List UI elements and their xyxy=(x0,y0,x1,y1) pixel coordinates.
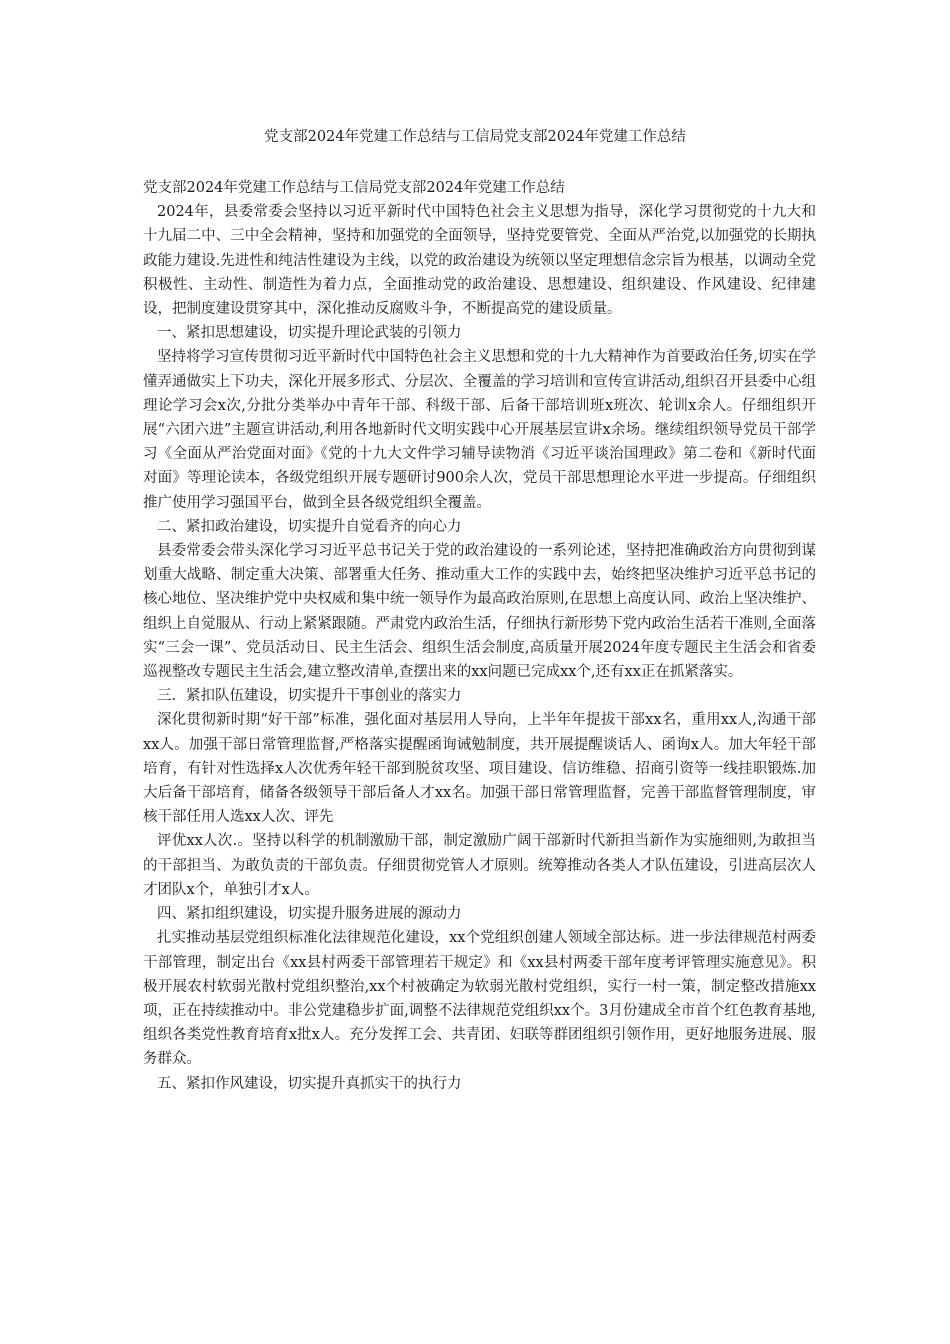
section-heading: 四、紧扣组织建设，切实提升服务进展的源动力 xyxy=(157,906,462,923)
body-paragraph: 评优xx人次.。坚持以科学的机制激励干部，制定激励广阔干部新时代新担当新作为实施细则,为敢担当的干部担当、为敢负责的干部负责。仔细贯彻党管人才原则。统筹推动各类人才队伍建设，引进高层次人才团队x个，单独引才x人。 xyxy=(143,833,816,898)
section-heading: 一、紧扣思想建设，切实提升理论武装的引领力 xyxy=(157,325,462,342)
body-paragraph: 深化贯彻新时期“好干部”标准，强化面对基层用人导向，上半年年提拔干部xx名，重用xx人,沟通干部xx人。加强干部日常管理监督,严格落实提醒函询诫勉制度，共开展提醒谈话人、函询x人。加大年轻干部培育，有针对性选择x人次优秀年轻干部到脱贫攻坚、项目建设、信访维稳、招商引资等一线挂职锻炼.加大后备干部培育，储备各级领导干部后备人才xx名。加强干部日常管理监督，完善干部监督管理制度，审核干部任用人选xx人次、评先 xyxy=(143,712,816,826)
body-paragraph: 扎实推动基层党组织标准化法律规范化建设，xx个党组织创建人领域全部达标。进一步法律规范村两委干部管理，制定出台《xx县村两委干部管理若干规定》和《xx县村两委干部年度考评管理实施意见》。积极开展农村软弱光散村党组织整治,xx个村被确定为软弱光散村党组织，实行一村一策，制定整改措施xx项，正在持续推动中。非公党建稳步扩面,调整不法律规范党组织xx个。3月份建成全市首个红色教育基地,组织各类党性教育培育x批x人。充分发挥工会、共青团、妇联等群团组织引领作用，更好地服务进展、服务群众。 xyxy=(143,930,816,1068)
document-title: 党支部2024年党建工作总结与工信局党支部2024年党建工作总结 xyxy=(264,129,686,145)
body-paragraph: 坚持将学习宣传贯彻习近平新时代中国特色社会主义思想和党的十九大精神作为首要政治任务,切实在学懂弄通做实上下功夫，深化开展多形式、分层次、全覆盖的学习培训和宣传宣讲活动,组织召开县委中心组理论学习会x次,分批分类举办中青年干部、科级干部、后备干部培训班x班次、轮训x余人。仔细组织开展“六团六进”主题宣讲活动,利用各地新时代文明实践中心开展基层宣讲x余场。继续组织领导党员干部学习《全面从严治党面对面》《党的十九大文件学习辅导读物消《习近平谈治国理政》第二卷和《新时代面对面》等理论读本，各级党组织开展专题研讨900余人次，党员干部思想理论水平进一步提高。仔细组织推广使用学习强国平台，做到全县各级党组织全覆盖。 xyxy=(143,349,816,511)
section-heading: 二、紧扣政治建设，切实提升自觉看齐的向心力 xyxy=(157,518,462,535)
body-paragraph: 县委常委会带头深化学习习近平总书记关于党的政治建设的一系列论述，坚持把准确政治方向贯彻到谋划重大战略、制定重大决策、部署重大任务、推动重大工作的实践中去，始终把坚决维护习近平总书记的核心地位、坚决维护党中央权威和集中统一领导作为最高政治原则,在思想上高度认同、政治上坚决维护、组织上自觉服从、行动上紧紧跟随。严肃党内政治生活，仔细执行新形势下党内政治生活若干准则,全面落实“三会一课”、党员活动日、民主生活会、组织生活会制度,高质量开展2024年度专题民主生活会和省委巡视整改专题民主生活会,建立整改清单,查摆出来的xx问题已完成xx个,还有xx正在抓紧落实。 xyxy=(143,543,816,681)
section-heading: 三．紧扣队伍建设，切实提升干事创业的落实力 xyxy=(157,688,462,705)
body-paragraph: 2024年，县委常委会坚持以习近平新时代中国特色社会主义思想为指导，深化学习贯彻党的十九大和十九届二中、三中全会精神，坚持和加强党的全面领导，坚持党要管党、全面从严治党,以加强党的长期执政能力建设.先进性和纯洁性建设为主线，以党的政治建设为统领以坚定理想信念宗旨为根基，以调动全党积极性、主动性、制造性为着力点，全面推动党的政治建设、思想建设、组织建设、作风建设、纪律建设，把制度建设贯穿其中，深化推动反腐败斗争，不断提高党的建设质量。 xyxy=(143,204,816,318)
document-body xyxy=(143,176,816,1096)
body-paragraph: 党支部2024年党建工作总结与工信局党支部2024年党建工作总结 xyxy=(143,180,565,196)
section-heading: 五、紧扣作风建设，切实提升真抓实干的执行力 xyxy=(157,1075,462,1092)
